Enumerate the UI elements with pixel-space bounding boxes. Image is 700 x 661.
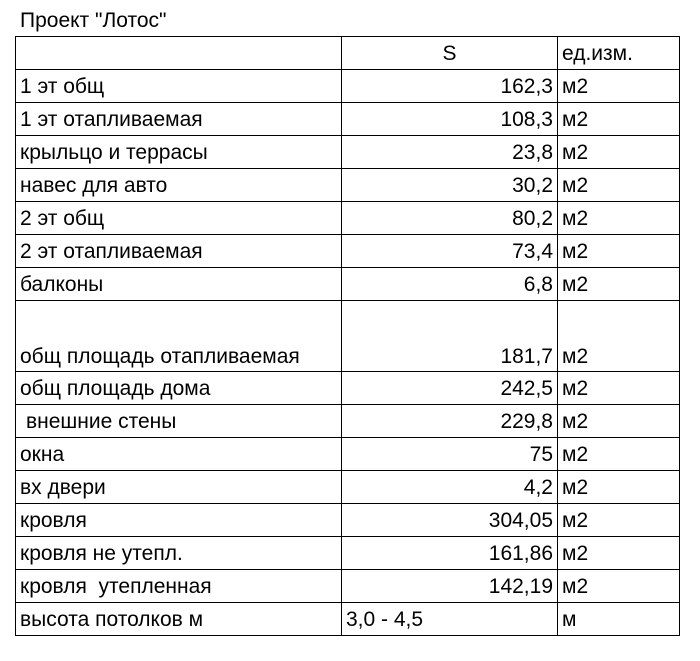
table-row [16,438,680,471]
row-label: кровля [16,504,342,537]
row-label: 1 эт общ [16,70,342,103]
area-table [15,36,680,636]
header-unit-cell: ед.изм. [558,37,680,70]
row-label: 1 эт отапливаемая [16,103,342,136]
table-row [16,136,680,169]
row-value: 304,05 [342,504,558,537]
header-area-cell: S [342,37,558,70]
row-label: кровля не утепл. [16,537,342,570]
table-row [16,268,680,301]
table-row [16,471,680,504]
table-row [16,504,680,537]
table-row [16,537,680,570]
table-header-row [16,37,680,70]
row-label: 2 эт отапливаемая [16,235,342,268]
row-value: 181,7 [342,301,558,372]
row-value: 6,8 [342,268,558,301]
row-unit: м2 [558,438,680,471]
table-row [16,103,680,136]
row-unit: м2 [558,235,680,268]
row-value: 80,2 [342,202,558,235]
header-label-cell [16,37,342,70]
row-label: кровля утепленная [16,570,342,603]
row-value: 161,86 [342,537,558,570]
row-value: 75 [342,438,558,471]
row-value: 73,4 [342,235,558,268]
row-label: высота потолков м [16,603,342,636]
row-unit: м2 [558,537,680,570]
row-label: вх двери [16,471,342,504]
row-unit: м2 [558,405,680,438]
row-value: 142,19 [342,570,558,603]
row-unit: м2 [558,103,680,136]
row-unit: м2 [558,169,680,202]
row-value: 3,0 - 4,5 [342,603,558,636]
row-unit: м2 [558,268,680,301]
row-unit: м2 [558,136,680,169]
table-row [16,405,680,438]
row-value: 30,2 [342,169,558,202]
row-unit: м2 [558,471,680,504]
row-label: 2 эт общ [16,202,342,235]
row-unit: м2 [558,202,680,235]
row-label: окна [16,438,342,471]
table-row [16,603,680,636]
table-row [16,202,680,235]
table-row [16,235,680,268]
row-label: крыльцо и террасы [16,136,342,169]
row-unit: м2 [558,570,680,603]
document-title: Проект "Лотос" [20,9,167,32]
table-row [16,570,680,603]
row-label: балконы [16,268,342,301]
row-value: 108,3 [342,103,558,136]
table-row [16,372,680,405]
row-label: внешние стены [16,405,342,438]
row-value: 23,8 [342,136,558,169]
row-unit: м2 [558,372,680,405]
row-value: 162,3 [342,70,558,103]
row-unit: м [558,603,680,636]
row-value: 242,5 [342,372,558,405]
table-row [16,169,680,202]
table-row [16,70,680,103]
row-value: 4,2 [342,471,558,504]
row-unit: м2 [558,504,680,537]
row-label: общ площадь отапливаемая [16,301,342,372]
row-value: 229,8 [342,405,558,438]
row-label: навес для авто [16,169,342,202]
row-unit: м2 [558,301,680,372]
table-row [16,301,680,372]
row-label: общ площадь дома [16,372,342,405]
row-unit: м2 [558,70,680,103]
